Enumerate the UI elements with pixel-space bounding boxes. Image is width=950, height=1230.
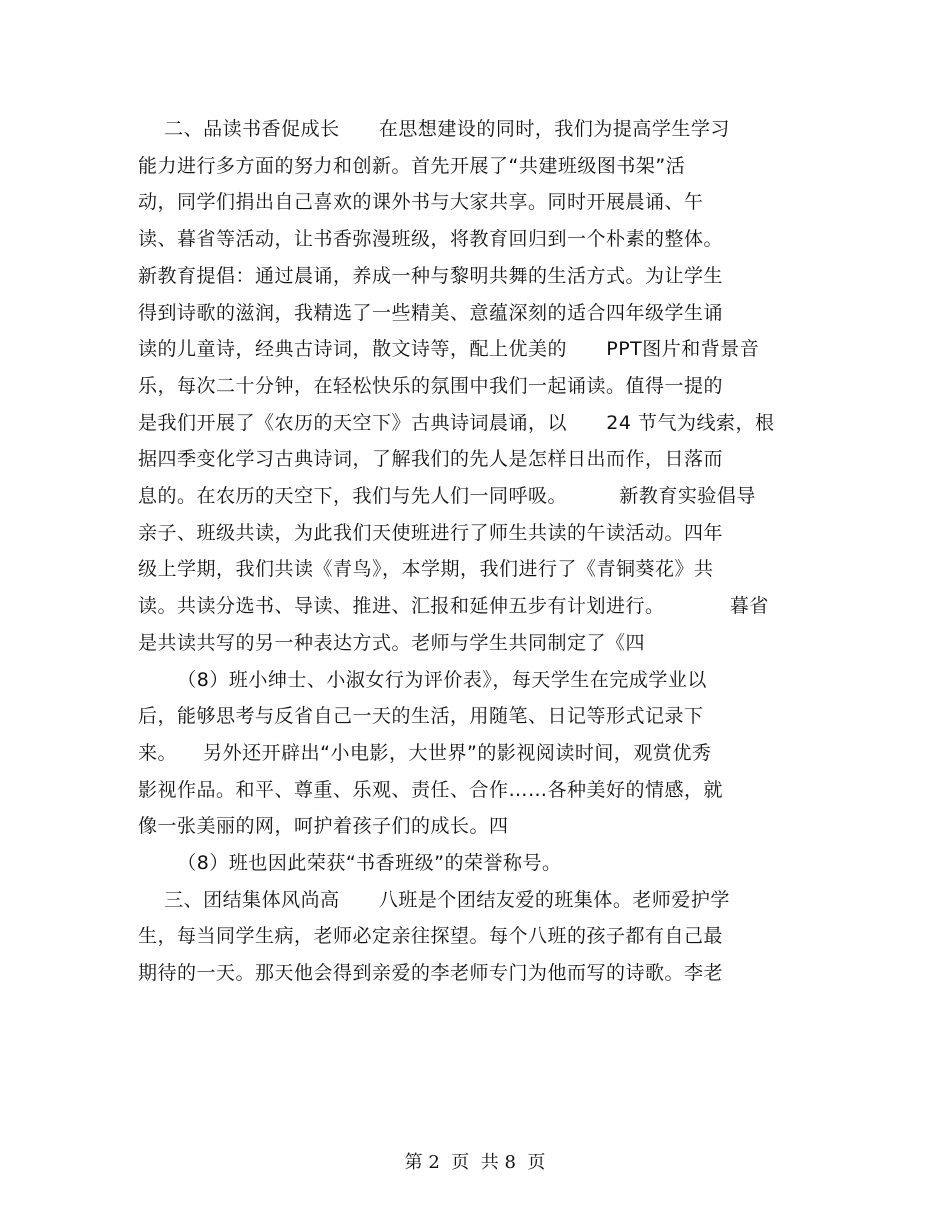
text-line: 三、团结集体风尚高 八班是个团结友爱的班集体。老师爱护学 xyxy=(138,888,730,911)
text-line: 后，能够思考与反省自己一天的生活，用随笔、日记等形式记录下 xyxy=(138,705,704,728)
text-line: 息的。在农历的天空下，我们与先人们一同呼吸。 新教育实验倡导 xyxy=(138,485,756,507)
text-line: 新教育提倡：通过晨诵，养成一种与黎明共舞的生活方式。为让学生 xyxy=(138,264,724,287)
text-line: 能力进行多方面的努力和创新。首先开展了“共建班级图书架”活 xyxy=(138,154,686,177)
text-line: 据四季变化学习古典诗词，了解我们的先人是怎样日出而作，日落而 xyxy=(138,448,724,471)
text-line: （8）班也因此荣获“书香班级”的荣誉称号。 xyxy=(138,852,562,874)
text-line: 是我们开展了《农历的天空下》古典诗词晨诵，以 24 节气为线索，根 xyxy=(138,411,775,434)
text-line: 是共读共写的另一种表达方式。老师与学生共同制定了《四 xyxy=(138,631,646,654)
text-line: 动，同学们捐出自己喜欢的课外书与大家共享。同时开展晨诵、午 xyxy=(138,191,704,214)
text-line: 期待的一天。那天他会得到亲爱的李老师专门为他而写的诗歌。李老 xyxy=(138,962,724,985)
text-line: 二、品读书香促成长 在思想建设的同时，我们为提高学生学习 xyxy=(138,118,730,140)
text-line: 级上学期，我们共读《青鸟》，本学期，我们进行了《青铜葵花》共 xyxy=(138,558,714,581)
text-line: 读、暮省等活动，让书香弥漫班级，将教育回归到一个朴素的整体。 xyxy=(138,228,724,251)
page-footer: 第 2 页 共 8 页 xyxy=(404,1152,546,1173)
text-line: 得到诗歌的滋润，我精选了一些精美、意蕴深刻的适合四年级学生诵 xyxy=(138,301,724,324)
text-line: 影视作品。和平、尊重、乐观、责任、合作……各种美好的情感，就 xyxy=(138,778,724,801)
text-line: （8）班小绅士、小淑女行为评价表》，每天学生在完成学业以 xyxy=(138,668,707,691)
text-line: 来。 另外还开辟出“小电影，大世界”的影视阅读时间，观赏优秀 xyxy=(138,741,712,764)
text-line: 生，每当同学生病，老师必定亲往探望。每个八班的孩子都有自己最 xyxy=(138,925,724,948)
text-line: 乐，每次二十分钟，在轻松快乐的氛围中我们一起诵读。值得一提的 xyxy=(138,374,724,397)
text-line: 亲子、班级共读，为此我们天使班进行了师生共读的午读活动。四年 xyxy=(138,521,724,544)
text-line: 读的儿童诗，经典古诗词，散文诗等，配上优美的 PPT图片和背景音 xyxy=(138,338,760,361)
text-line: 像一张美丽的网，呵护着孩子们的成长。四 xyxy=(138,815,509,838)
text-line: 读。共读分选书、导读、推进、汇报和延伸五步有计划进行。 暮省 xyxy=(138,595,769,618)
